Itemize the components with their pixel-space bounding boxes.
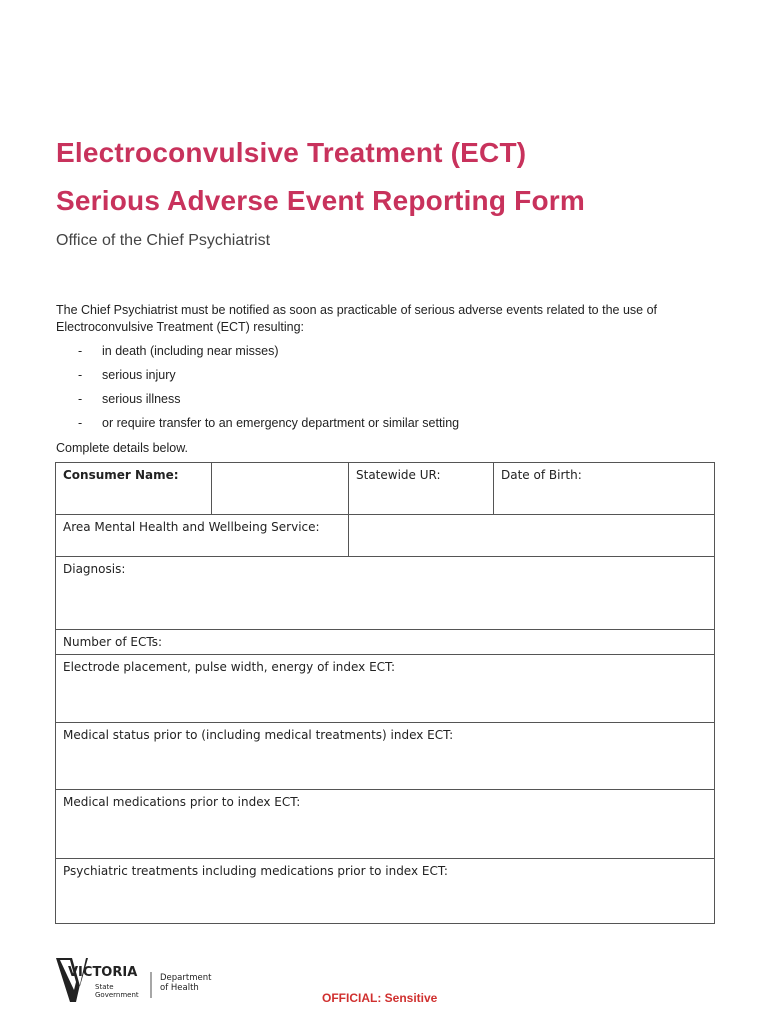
logo-state: State — [95, 983, 114, 991]
date-of-birth-label: Date of Birth: — [501, 468, 582, 482]
electrode-placement-label: Electrode placement, pulse width, energy of index ECT: — [63, 660, 396, 674]
number-of-ects-label: Number of ECTs: — [63, 635, 162, 649]
form-title-line2: Serious Adverse Event Reporting Form — [56, 185, 585, 216]
service-row — [56, 514, 714, 556]
logo-of-health: of Health — [160, 983, 199, 993]
form-title-line1: Electroconvulsive Treatment (ECT) — [56, 137, 527, 168]
consumer-row — [56, 463, 714, 514]
medical-medications-label: Medical medications prior to index ECT: — [63, 795, 301, 809]
victoria-government-logo — [56, 956, 226, 1004]
diagnosis-label: Diagnosis: — [63, 562, 126, 576]
logo-department: Department — [160, 973, 212, 983]
intro-paragraph: The Chief Psychiatrist must be notified as soon as practicable of serious adverse events related to the use of Electroconvulsive Treatment (ECT) resulting: — [56, 303, 658, 334]
classification-label: OFFICIAL: Sensitive — [322, 991, 438, 1005]
medical-status-field[interactable] — [56, 722, 714, 789]
psychiatric-treatments-field[interactable] — [56, 858, 714, 924]
form-subtitle: Office of the Chief Psychiatrist — [56, 232, 271, 249]
medical-status-label: Medical status prior to (including medical treatments) index ECT: — [63, 728, 454, 742]
date-of-birth-field[interactable] — [493, 463, 714, 514]
statewide-ur-field[interactable] — [348, 463, 493, 514]
list-item: - serious illness — [78, 392, 181, 406]
criteria-list — [56, 343, 459, 439]
list-item: - in death (including near misses) — [78, 344, 279, 358]
logo-government: Government — [95, 991, 139, 999]
number-of-ects-field[interactable] — [56, 629, 714, 654]
medical-medications-field[interactable] — [56, 789, 714, 858]
consumer-name-field[interactable] — [211, 463, 348, 514]
service-field[interactable] — [348, 515, 714, 556]
statewide-ur-label: Statewide UR: — [356, 468, 441, 482]
psychiatric-treatments-label: Psychiatric treatments including medications prior to index ECT: — [63, 864, 448, 878]
logo-wordmark: VICTORIA — [68, 965, 138, 980]
diagnosis-field[interactable] — [56, 556, 714, 629]
complete-details-instruction: Complete details below. — [56, 441, 189, 455]
electrode-placement-field[interactable] — [56, 654, 714, 722]
list-item: - serious injury — [78, 368, 176, 382]
consumer-name-label: Consumer Name: — [63, 468, 179, 482]
service-label: Area Mental Health and Wellbeing Service: — [63, 520, 320, 534]
list-item: - or require transfer to an emergency department or similar setting — [78, 416, 460, 430]
report-form-table — [55, 462, 715, 924]
